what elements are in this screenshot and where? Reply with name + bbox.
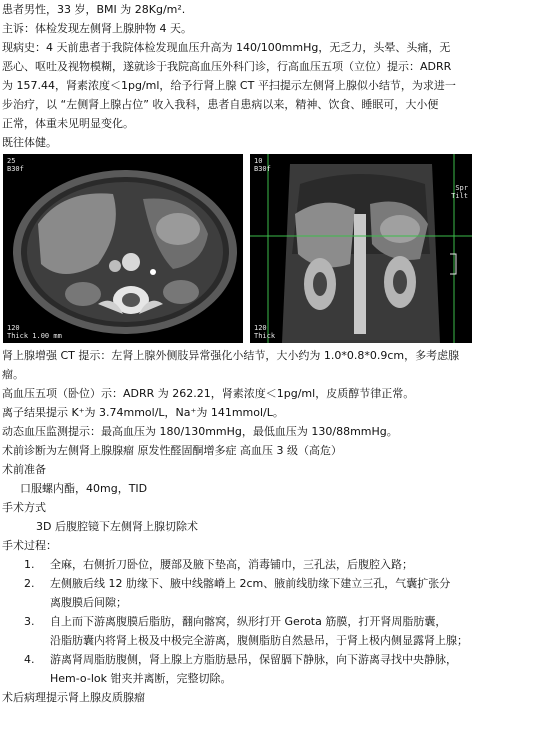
ct-label: B30f [7,165,24,173]
diagnosis-line: 术前诊断为左侧肾上腺腺瘤 原发性醛固酮增多症 高血压 3 级（高危） [2,444,342,457]
step-text: 沿脂肪囊内将肾上极及中极完全游离，腹侧脂肪自然悬吊，于肾上极内侧显露肾上腺； [50,634,468,647]
ct-label: Thick [254,332,276,340]
prep-heading: 术前准备 [2,463,46,476]
present-history-line: 步治疗，以 “左侧肾上腺占位” 收入我科，患者自患病以来，精神、饮食、睡眠可，大小便 [2,98,439,111]
present-history-line: 为 157.44，肾素浓度＜1pg/ml，给予行肾上腺 CT 平扫提示左侧肾上腺似小结节，为求进一 [2,79,456,92]
finding-line: 离子结果提示 K⁺为 3.74mmol/L，Na⁺为 141mmol/L。 [2,406,284,419]
step-text: 自上而下游离腹膜后脂肪，翻向髂窝，纵形打开 Gerota 筋膜，打开肾周脂肪囊， [50,615,447,628]
finding-line: 瘤。 [2,368,24,381]
present-history-line: 现病史：4 天前患者于我院体检发现血压升高为 140/100mmHg，无乏力，头晕、头痛，无 [2,41,451,54]
present-history-line: 恶心、呕吐及视物模糊，遂就诊于我院高血压外科门诊，行高血压五项（立位）提示：ADRR [2,60,452,73]
patient-info: 患者男性，33 岁，BMI 为 28Kg/m². [2,3,186,16]
procedure-step [2,650,550,688]
procedure-heading: 手术过程： [2,539,57,552]
step-text: Hem-o-lok 钳夹并离断，完整切除。 [50,672,232,685]
ct-label: 120 [254,324,267,332]
finding-line: 高血压五项（卧位）示：ADRR 为 262.21，肾素浓度＜1pg/ml，皮质醇节律正常。 [2,387,415,400]
method-heading: 手术方式 [2,501,46,514]
ct-label: 10 [254,157,263,165]
ct-label: B30f [254,165,271,173]
step-number: 3. [24,615,35,628]
chief-complaint: 主诉：体检发现左侧肾上腺肿物 4 天。 [2,22,192,35]
step-number: 1. [24,558,35,571]
procedure-step [2,612,550,650]
step-text: 左侧腋后线 12 肋缘下、腋中线髂嵴上 2cm、腋前线肋缘下建立三孔，气囊扩张分 [50,577,451,590]
pathology-result: 术后病理提示肾上腺皮质腺瘤 [2,691,145,704]
step-text: 全麻，右侧折刀卧位，腰部及腋下垫高，消毒铺巾，三孔法，后腹腔入路； [50,558,413,571]
ct-label: 120 [7,324,20,332]
past-history: 既往体健。 [2,136,57,149]
step-text: 离腹膜后间隙； [50,596,127,609]
ct-image-row [2,154,550,345]
step-number: 4. [24,653,35,666]
prep-item: 口服螺内酯，40mg，TID [20,482,148,495]
ct-label: 25 [7,157,16,165]
step-number: 2. [24,577,35,590]
ct-coronal-image [250,154,472,343]
procedure-step [2,574,550,612]
ct-label: Spr [455,184,468,192]
step-text: 游离肾周脂肪腹侧，肾上腺上方脂肪悬吊，保留膈下静脉，向下游离寻找中央静脉， [50,653,457,666]
procedure-step [2,555,550,574]
present-history-line: 正常，体重未见明显变化。 [2,117,134,130]
ct-label: Thick 1.00 mm [7,332,62,340]
ct-axial-image [3,154,243,343]
finding-line: 动态血压监测提示：最高血压为 180/130mmHg，最低血压为 130/88mmHg。 [2,425,398,438]
ct-label: Tilt [451,192,468,200]
method-item: 3D 后腹腔镜下左侧肾上腺切除术 [36,520,198,533]
finding-line: 肾上腺增强 CT 提示：左肾上腺外侧肢异常强化小结节，大小约为 1.0*0.8*0.9cm，多考虑腺 [2,349,460,362]
